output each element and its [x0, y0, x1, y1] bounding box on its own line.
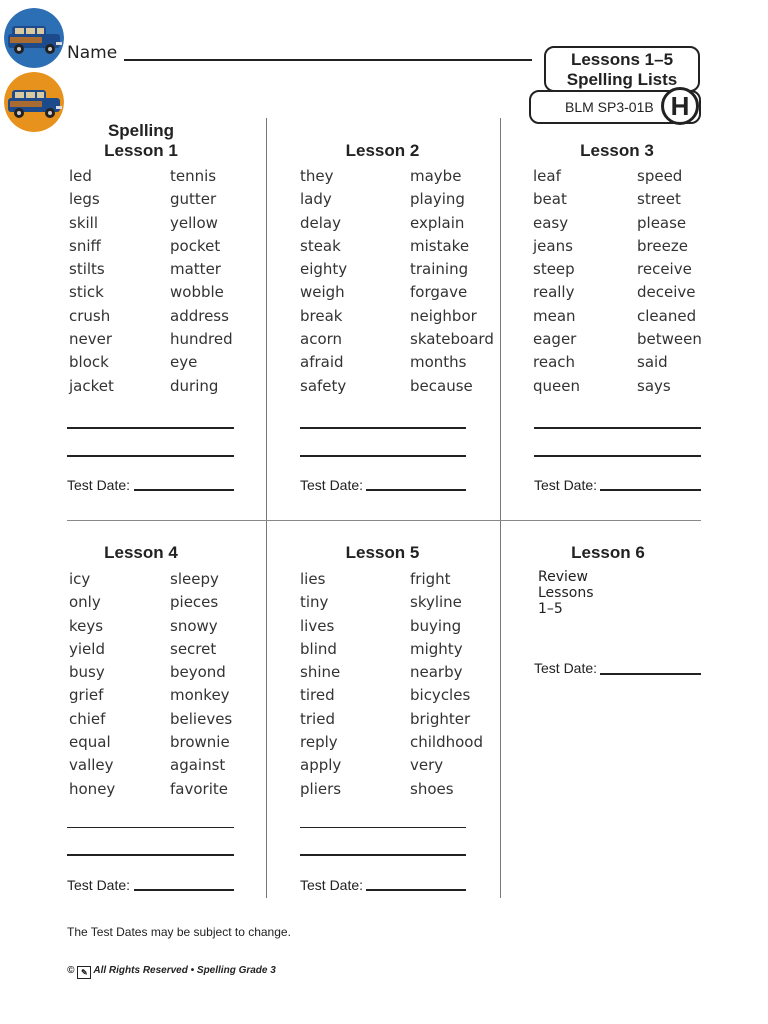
lesson-1-title: [67, 121, 215, 161]
lesson-3-write-line-2[interactable]: [534, 455, 701, 457]
lesson-1-words-col1: [69, 165, 114, 398]
spelling-word: said: [637, 353, 668, 372]
spelling-word: steep: [533, 260, 575, 279]
column-divider-1: [266, 118, 267, 898]
lesson-5-write-line-1[interactable]: [300, 827, 466, 828]
lesson-3-test-date-label: Test Date:: [534, 477, 598, 493]
spelling-word: jacket: [69, 376, 114, 395]
spelling-word: gutter: [170, 190, 217, 209]
spelling-word: sleepy: [170, 570, 219, 588]
spelling-word: acorn: [300, 330, 343, 349]
spelling-word: monkey: [170, 686, 230, 705]
lesson-3-title: Lesson 3: [580, 141, 654, 160]
lesson-2-test-date-label: Test Date:: [300, 477, 364, 493]
spelling-word: cleaned: [637, 306, 697, 325]
spelling-word: tiny: [300, 593, 329, 612]
spelling-word: shine: [300, 663, 341, 682]
spelling-word: training: [410, 260, 469, 279]
lesson-1-write-line-1[interactable]: [67, 427, 234, 429]
lesson-5-write-line-2[interactable]: [300, 854, 466, 856]
spelling-word: please: [637, 213, 687, 232]
spelling-word: receive: [637, 260, 692, 279]
lessons-title-line2: Spelling Lists: [566, 70, 678, 89]
spelling-word: believes: [170, 709, 233, 728]
row-divider: [67, 520, 701, 521]
spelling-word: tennis: [170, 167, 217, 185]
lesson-4-words-col1: [69, 568, 115, 801]
spelling-word: months: [410, 353, 467, 372]
spelling-word: during: [170, 376, 219, 395]
spelling-word: blind: [300, 639, 337, 658]
spelling-word: delay: [300, 213, 341, 232]
spelling-word: safety: [300, 376, 347, 395]
spelling-word: beyond: [170, 663, 226, 682]
spelling-word: brownie: [170, 733, 230, 752]
blm-code: BLM SP3-01B: [565, 99, 654, 115]
spelling-word: steak: [300, 236, 341, 255]
spelling-word: easy: [533, 213, 569, 232]
spelling-word: between: [637, 330, 702, 349]
spelling-word: block: [69, 353, 109, 372]
spelling-word: against: [170, 756, 226, 775]
lesson-4-test-date-line[interactable]: [134, 889, 234, 891]
lesson-4-write-line-2[interactable]: [67, 854, 234, 856]
spelling-word: tired: [300, 686, 335, 705]
spelling-word: tried: [300, 709, 335, 728]
spelling-word: queen: [533, 376, 580, 395]
spelling-word: skateboard: [410, 330, 494, 349]
spelling-word: yellow: [170, 213, 218, 232]
spelling-word: really: [533, 283, 575, 302]
lesson-3-words-col1: [533, 165, 580, 398]
spelling-word: skyline: [410, 593, 462, 612]
spelling-word: breeze: [637, 236, 688, 255]
spelling-word: legs: [69, 190, 100, 209]
spelling-word: lies: [300, 570, 326, 588]
lesson-3-words-col2: [637, 165, 702, 398]
level-letter-badge: H: [661, 87, 699, 125]
spelling-word: nearby: [410, 663, 463, 682]
spelling-word: pocket: [170, 236, 221, 255]
spelling-word: address: [170, 306, 229, 325]
copyright-text: All Rights Reserved • Spelling Grade 3: [93, 965, 276, 976]
spelling-word: beat: [533, 190, 567, 209]
lesson-6-test-date-label: Test Date:: [534, 660, 598, 676]
spelling-word: they: [300, 167, 334, 185]
spelling-word: very: [410, 756, 444, 775]
spelling-word: yield: [69, 639, 105, 658]
spelling-word: eighty: [300, 260, 348, 279]
car-badge-blue-icon: [4, 8, 64, 68]
spelling-word: wobble: [170, 283, 224, 302]
lesson-4-title: Lesson 4: [104, 543, 178, 562]
spelling-word: explain: [410, 213, 465, 232]
spelling-word: only: [69, 593, 101, 612]
spelling-word: equal: [69, 733, 111, 752]
spelling-word: eye: [170, 353, 198, 372]
spelling-word: deceive: [637, 283, 696, 302]
lesson-1-title-line2: Lesson 1: [104, 141, 178, 160]
lesson-2-words-col2: [410, 165, 494, 398]
lessons-title-box: [544, 46, 700, 92]
spelling-word: sniff: [69, 236, 101, 255]
copyright-symbol: ©: [67, 965, 75, 976]
lesson-2-write-line-1[interactable]: [300, 427, 466, 429]
spelling-word: chief: [69, 709, 106, 728]
name-write-line[interactable]: [124, 59, 532, 61]
spelling-word: grief: [69, 686, 104, 705]
spelling-word: because: [410, 376, 473, 395]
lessons-title-line1: Lessons 1–5: [570, 50, 674, 69]
spelling-word: stick: [69, 283, 104, 302]
lesson-2-write-line-2[interactable]: [300, 455, 466, 457]
spelling-word: eager: [533, 330, 577, 349]
lesson-2-test-date-line[interactable]: [366, 489, 466, 491]
lesson-2-words-col1: [300, 165, 347, 398]
spelling-word: break: [300, 306, 343, 325]
lesson-5-words-col2: [410, 568, 483, 801]
spelling-word: stilts: [69, 260, 105, 279]
spelling-word: reach: [533, 353, 576, 372]
lesson-1-write-line-2[interactable]: [67, 455, 234, 457]
spelling-word: fright: [410, 570, 451, 588]
spelling-word: snowy: [170, 616, 218, 635]
lesson-6-test-date-line[interactable]: [600, 673, 701, 675]
spelling-word: bicycles: [410, 686, 471, 705]
spelling-word: pliers: [300, 779, 342, 798]
spelling-word: lives: [300, 616, 335, 635]
lesson-4-words-col2: [170, 568, 232, 801]
spelling-word: afraid: [300, 353, 344, 372]
spelling-word: childhood: [410, 733, 483, 752]
lesson-5-words-col1: [300, 568, 341, 801]
lesson-3-test-date-line[interactable]: [600, 489, 701, 491]
spelling-word: led: [69, 167, 92, 185]
lesson-6-title: Lesson 6: [571, 543, 645, 562]
spelling-word: weigh: [300, 283, 345, 302]
lesson-1-words-col2: [170, 165, 233, 398]
column-divider-2: [500, 118, 501, 898]
spelling-word: maybe: [410, 167, 462, 185]
spelling-word: mean: [533, 306, 576, 325]
spelling-word: valley: [69, 756, 114, 775]
spelling-word: hundred: [170, 330, 233, 349]
spelling-word: mighty: [410, 639, 463, 658]
lesson-1-test-date-line[interactable]: [134, 489, 234, 491]
lesson-1-test-date-label: Test Date:: [67, 477, 131, 493]
spelling-word: forgave: [410, 283, 468, 302]
spelling-word: keys: [69, 616, 104, 635]
spelling-word: skill: [69, 213, 99, 232]
lesson-4-test-date-label: Test Date:: [67, 877, 131, 893]
name-label: Name: [67, 43, 118, 63]
spelling-word: neighbor: [410, 306, 477, 325]
spelling-word: crush: [69, 306, 111, 325]
spelling-word: favorite: [170, 779, 228, 798]
spelling-word: secret: [170, 639, 217, 658]
test-dates-note: The Test Dates may be subject to change.: [67, 925, 291, 939]
spelling-word: honey: [69, 779, 116, 798]
spelling-word: buying: [410, 616, 462, 635]
spelling-word: street: [637, 190, 681, 209]
spelling-word: shoes: [410, 779, 454, 798]
copyright-footer: [67, 965, 276, 979]
lesson-5-title: Lesson 5: [345, 543, 420, 562]
spelling-word: busy: [69, 663, 105, 682]
spelling-word: mistake: [410, 236, 470, 255]
spelling-word: lady: [300, 190, 332, 209]
spelling-word: never: [69, 330, 113, 349]
spelling-word: pieces: [170, 593, 219, 612]
lesson-2-title: Lesson 2: [345, 141, 420, 160]
spelling-word: brighter: [410, 709, 471, 728]
lesson-1-title-line1: Spelling: [107, 121, 175, 140]
car-badge-orange-icon: [4, 72, 64, 132]
lesson-4-write-line-1[interactable]: [67, 827, 234, 828]
lesson-6-review-text: Review Lessons 1–5: [538, 569, 594, 617]
publisher-logo-icon: ✎: [77, 966, 91, 979]
spelling-word: jeans: [533, 236, 573, 255]
spelling-word: playing: [410, 190, 465, 209]
spelling-word: speed: [637, 167, 683, 185]
spelling-word: matter: [170, 260, 221, 279]
spelling-word: reply: [300, 733, 338, 752]
spelling-word: leaf: [533, 167, 561, 185]
spelling-word: apply: [300, 756, 342, 775]
lesson-3-write-line-1[interactable]: [534, 427, 701, 429]
spelling-word: icy: [69, 570, 91, 588]
spelling-word: says: [637, 376, 671, 395]
lesson-5-test-date-label: Test Date:: [300, 877, 364, 893]
lesson-5-test-date-line[interactable]: [366, 889, 466, 891]
